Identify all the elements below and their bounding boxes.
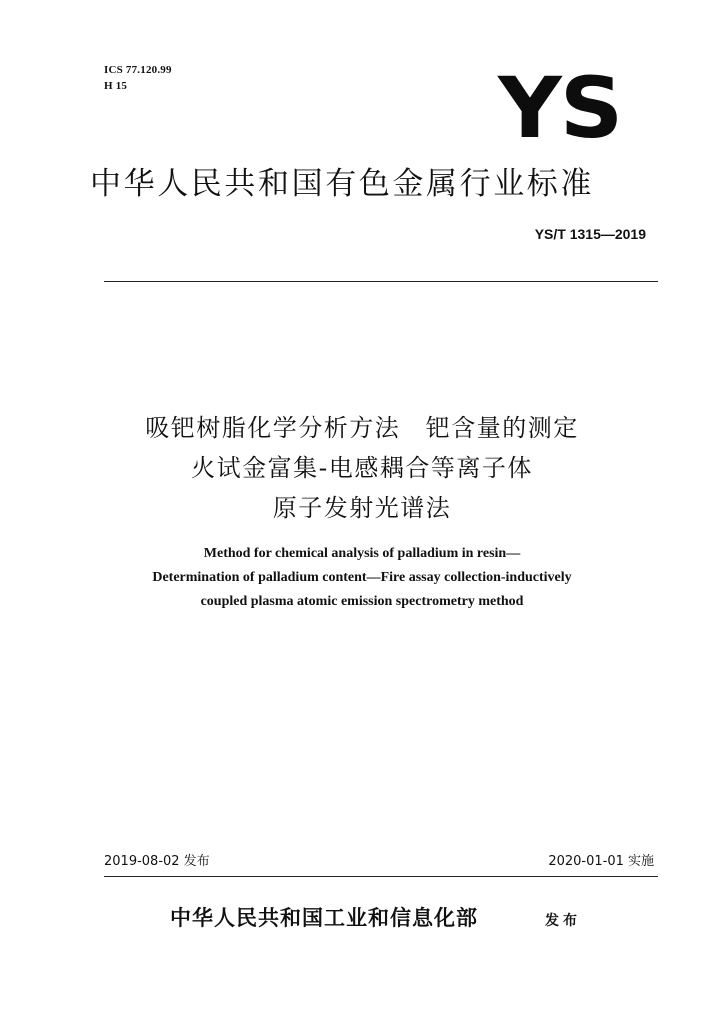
ics-code: ICS 77.120.99: [104, 64, 172, 76]
ccs-code: H 15: [104, 80, 128, 92]
publisher-name: 中华人民共和国工业和信息化部: [170, 905, 478, 930]
issue-date: 2019-08-02 发布: [104, 854, 210, 869]
chinese-title: [0, 408, 724, 528]
chinese-title-line-3: 原子发射光谱法: [272, 494, 452, 522]
bottom-divider: [104, 876, 658, 877]
ys-logo: YS: [498, 59, 622, 157]
chinese-title-line-2: 火试金富集-电感耦合等离子体: [191, 454, 533, 482]
classification-codes: [104, 62, 172, 94]
english-title-line-3: coupled plasma atomic emission spectrometry method: [200, 594, 524, 609]
english-title-line-1: Method for chemical analysis of palladium in resin—: [203, 546, 521, 561]
top-divider: [104, 281, 658, 282]
chinese-title-line-1: 吸钯树脂化学分析方法 钯含量的测定: [145, 414, 579, 442]
implementation-date: 2020-01-01 实施: [548, 854, 654, 869]
standard-code: YS/T 1315—2019: [534, 226, 646, 242]
english-title-line-2: Determination of palladium content—Fire assay collection-inductively: [152, 570, 572, 585]
organization-title: 中华人民共和国有色金属行业标准: [90, 166, 594, 202]
english-title: [0, 542, 724, 614]
publish-label: 发布: [545, 913, 581, 929]
